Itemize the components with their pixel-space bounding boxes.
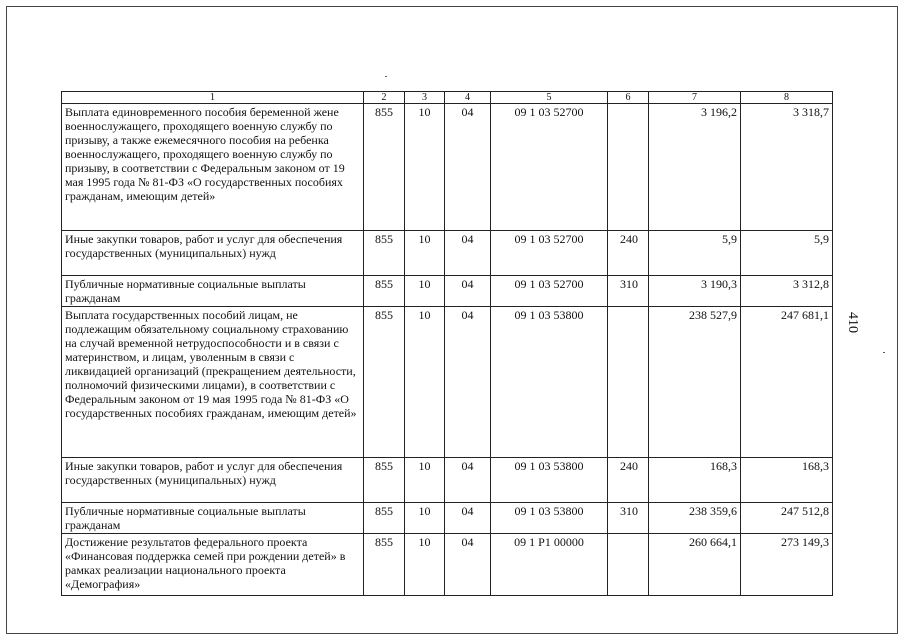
cell-amount-year1: 238 527,9 [649,307,741,458]
cell-section: 10 [405,458,445,503]
cell-expense-type: 310 [608,276,649,307]
page-number: 410 [845,312,860,333]
table-row [62,458,833,503]
cell-code-grbs: 855 [364,276,405,307]
cell-subsection: 04 [445,231,491,276]
cell-amount-year2: 247 512,8 [741,503,833,534]
cell-section: 10 [405,503,445,534]
cell-code-grbs: 855 [364,503,405,534]
cell-code-grbs: 855 [364,231,405,276]
cell-name: Выплата государственных пособий лицам, не подлежащим обязательному социальному страхованию на случай временной нетрудоспособности и в связи с материнством, и лицам, уволенным в связи с ликвидацией организаций (прекращением деятельности, полномочий физическими лицами), в соответствии с Федеральным законом от 19 мая 1995 года № 81-ФЗ «О государственных пособиях гражданам, имеющим детей» [62,307,364,458]
cell-target-article: 09 1 03 52700 [491,104,608,231]
cell-code-grbs: 855 [364,307,405,458]
cell-expense-type [608,307,649,458]
cell-name: Иные закупки товаров, работ и услуг для обеспечения государственных (муниципальных) нужд [62,458,364,503]
cell-amount-year1: 260 664,1 [649,534,741,596]
header-cell-1: 1 [62,92,364,104]
cell-amount-year1: 238 359,6 [649,503,741,534]
table-row [62,503,833,534]
header-cell-4: 4 [445,92,491,104]
scan-mark [385,76,387,77]
table-row [62,231,833,276]
cell-code-grbs: 855 [364,458,405,503]
cell-amount-year2: 247 681,1 [741,307,833,458]
cell-section: 10 [405,307,445,458]
cell-target-article: 09 1 03 53800 [491,307,608,458]
cell-expense-type: 240 [608,231,649,276]
header-cell-6: 6 [608,92,649,104]
cell-subsection: 04 [445,104,491,231]
cell-name: Иные закупки товаров, работ и услуг для обеспечения государственных (муниципальных) нужд [62,231,364,276]
table-row [62,104,833,231]
cell-expense-type: 240 [608,458,649,503]
cell-subsection: 04 [445,534,491,596]
cell-code-grbs: 855 [364,104,405,231]
table-row [62,276,833,307]
header-cell-5: 5 [491,92,608,104]
cell-amount-year1: 168,3 [649,458,741,503]
budget-table [61,91,833,596]
cell-section: 10 [405,104,445,231]
cell-target-article: 09 1 03 52700 [491,231,608,276]
table-row [62,307,833,458]
header-cell-8: 8 [741,92,833,104]
cell-amount-year1: 3 190,3 [649,276,741,307]
cell-code-grbs: 855 [364,534,405,596]
table-header-row [62,92,833,104]
cell-section: 10 [405,231,445,276]
cell-amount-year2: 3 312,8 [741,276,833,307]
cell-amount-year2: 273 149,3 [741,534,833,596]
cell-expense-type [608,104,649,231]
cell-expense-type [608,534,649,596]
header-cell-2: 2 [364,92,405,104]
cell-name: Достижение результатов федерального проекта «Финансовая поддержка семей при рождении детей» в рамках реализации национального проекта «Демография» [62,534,364,596]
cell-expense-type: 310 [608,503,649,534]
cell-name: Публичные нормативные социальные выплаты гражданам [62,276,364,307]
cell-section: 10 [405,534,445,596]
cell-target-article: 09 1 03 53800 [491,503,608,534]
cell-amount-year2: 3 318,7 [741,104,833,231]
cell-amount-year1: 5,9 [649,231,741,276]
cell-subsection: 04 [445,503,491,534]
cell-name: Публичные нормативные социальные выплаты гражданам [62,503,364,534]
header-cell-3: 3 [405,92,445,104]
cell-section: 10 [405,276,445,307]
header-cell-7: 7 [649,92,741,104]
cell-subsection: 04 [445,458,491,503]
table-row [62,534,833,596]
cell-subsection: 04 [445,307,491,458]
cell-target-article: 09 1 03 52700 [491,276,608,307]
cell-target-article: 09 1 03 53800 [491,458,608,503]
cell-target-article: 09 1 P1 00000 [491,534,608,596]
cell-amount-year2: 168,3 [741,458,833,503]
cell-amount-year1: 3 196,2 [649,104,741,231]
cell-subsection: 04 [445,276,491,307]
scan-mark [883,352,885,353]
cell-name: Выплата единовременного пособия беременной жене военнослужащего, проходящего военную службу по призыву, а также ежемесячного пособия на ребенка военнослужащего, проходящего военную службу по призыву, в соответствии с Федеральным законом от 19 мая 1995 года № 81-ФЗ «О государственных пособиях гражданам, имеющим детей» [62,104,364,231]
cell-amount-year2: 5,9 [741,231,833,276]
